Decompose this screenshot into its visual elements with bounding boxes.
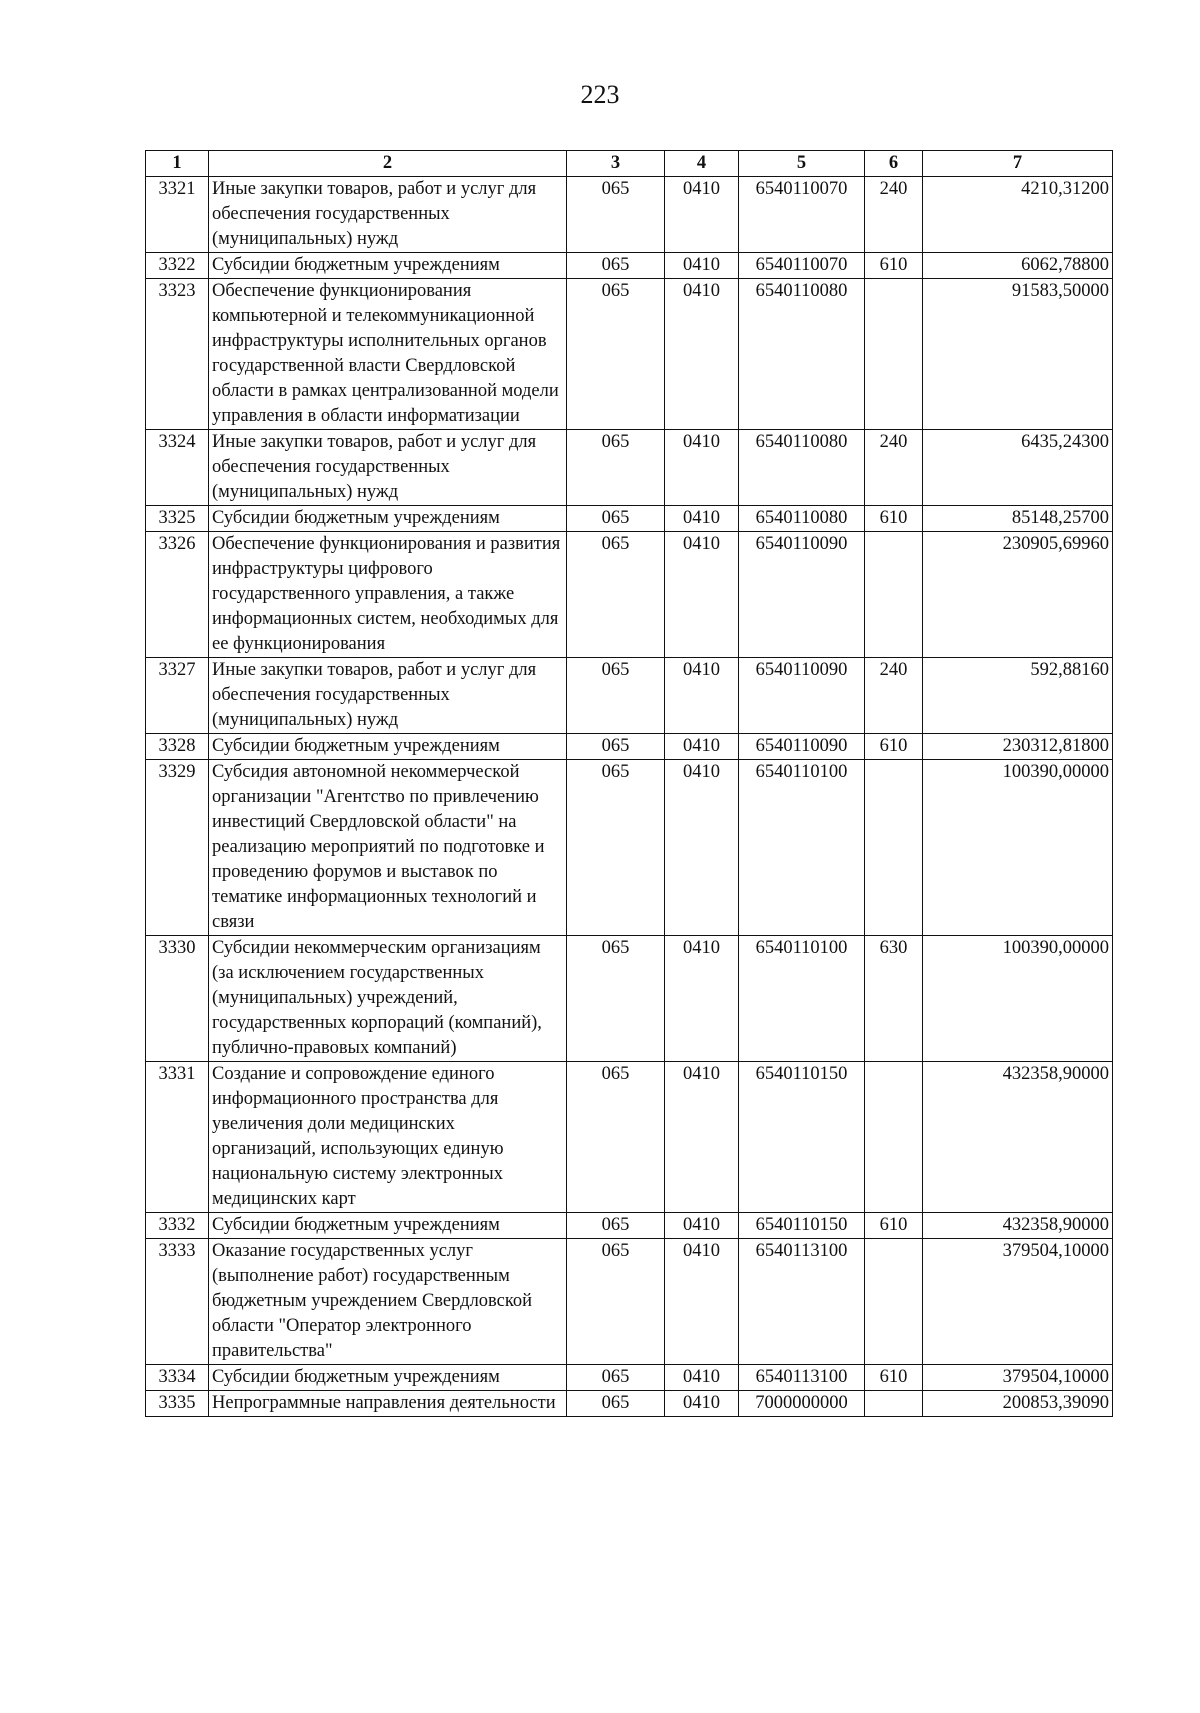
- page-number: 223: [580, 80, 620, 109]
- row-code-5-cell: 6540110100: [739, 936, 865, 1062]
- row-code-4-cell: 0410: [665, 658, 739, 734]
- row-code-6-cell: 610: [865, 1213, 923, 1239]
- header-cell-2: 2: [209, 151, 567, 177]
- row-code-6-cell: 240: [865, 658, 923, 734]
- row-code-4-cell: 0410: [665, 1213, 739, 1239]
- table-row: [146, 936, 1113, 1062]
- row-name-cell: Субсидии бюджетным учреждениям: [209, 506, 567, 532]
- row-code-6-cell: [865, 1062, 923, 1213]
- row-code-6-cell: 610: [865, 506, 923, 532]
- row-code-3-cell: 065: [567, 1239, 665, 1365]
- header-cell-6: 6: [865, 151, 923, 177]
- row-name-cell: Субсидии бюджетным учреждениям: [209, 1213, 567, 1239]
- row-code-5-cell: 6540110070: [739, 253, 865, 279]
- header-row: [146, 151, 1113, 177]
- row-code-6-cell: 240: [865, 177, 923, 253]
- row-code-4-cell: 0410: [665, 177, 739, 253]
- table-row: [146, 1213, 1113, 1239]
- row-code-3-cell: 065: [567, 734, 665, 760]
- row-code-5-cell: 6540110080: [739, 506, 865, 532]
- table-row: [146, 430, 1113, 506]
- row-number-cell: 3323: [146, 279, 209, 430]
- row-code-5-cell: 6540110080: [739, 279, 865, 430]
- row-code-4-cell: 0410: [665, 253, 739, 279]
- table-row: [146, 658, 1113, 734]
- row-name-cell: Обеспечение функционирования и развития инфраструктуры цифрового государственного управления, а также информационных систем, необходимых для ее функционирования: [209, 532, 567, 658]
- row-name-cell: Оказание государственных услуг (выполнение работ) государственным бюджетным учреждением Свердловской области "Оператор электронного правительства": [209, 1239, 567, 1365]
- table-row: [146, 734, 1113, 760]
- row-code-3-cell: 065: [567, 253, 665, 279]
- row-code-3-cell: 065: [567, 1213, 665, 1239]
- row-name-cell: Обеспечение функционирования компьютерной и телекоммуникационной инфраструктуры исполнительных органов государственной власти Свердловской области в рамках централизованной модели управления в области информатизации: [209, 279, 567, 430]
- row-code-6-cell: [865, 1391, 923, 1417]
- table-row: [146, 1391, 1113, 1417]
- row-code-6-cell: 630: [865, 936, 923, 1062]
- row-code-5-cell: 6540110090: [739, 658, 865, 734]
- header-cell-7: 7: [923, 151, 1113, 177]
- row-code-5-cell: 6540110070: [739, 177, 865, 253]
- row-code-3-cell: 065: [567, 177, 665, 253]
- row-code-4-cell: 0410: [665, 1239, 739, 1365]
- row-code-3-cell: 065: [567, 1062, 665, 1213]
- row-code-6-cell: [865, 760, 923, 936]
- row-number-cell: 3335: [146, 1391, 209, 1417]
- row-name-cell: Иные закупки товаров, работ и услуг для обеспечения государственных (муниципальных) нужд: [209, 658, 567, 734]
- row-code-4-cell: 0410: [665, 1365, 739, 1391]
- row-name-cell: Создание и сопровождение единого информационного пространства для увеличения доли медицинских организаций, использующих единую национальную систему электронных медицинских карт: [209, 1062, 567, 1213]
- row-sum-cell: 432358,90000: [923, 1213, 1113, 1239]
- row-name-cell: Субсидии бюджетным учреждениям: [209, 734, 567, 760]
- table-row: [146, 506, 1113, 532]
- row-name-cell: Субсидии некоммерческим организациям (за исключением государственных (муниципальных) учреждений, государственных корпораций (компаний), публично-правовых компаний): [209, 936, 567, 1062]
- row-sum-cell: 379504,10000: [923, 1365, 1113, 1391]
- row-number-cell: 3330: [146, 936, 209, 1062]
- row-code-3-cell: 065: [567, 1391, 665, 1417]
- row-number-cell: 3322: [146, 253, 209, 279]
- row-sum-cell: 6435,24300: [923, 430, 1113, 506]
- row-code-6-cell: [865, 532, 923, 658]
- row-code-6-cell: 610: [865, 253, 923, 279]
- header-cell-5: 5: [739, 151, 865, 177]
- row-code-4-cell: 0410: [665, 1062, 739, 1213]
- table-row: [146, 1239, 1113, 1365]
- row-number-cell: 3326: [146, 532, 209, 658]
- row-code-6-cell: 610: [865, 734, 923, 760]
- row-code-3-cell: 065: [567, 1365, 665, 1391]
- row-sum-cell: 4210,31200: [923, 177, 1113, 253]
- row-number-cell: 3332: [146, 1213, 209, 1239]
- row-code-4-cell: 0410: [665, 734, 739, 760]
- table-row: [146, 177, 1113, 253]
- row-code-6-cell: [865, 1239, 923, 1365]
- row-sum-cell: 592,88160: [923, 658, 1113, 734]
- row-code-5-cell: 6540110150: [739, 1213, 865, 1239]
- row-number-cell: 3329: [146, 760, 209, 936]
- row-number-cell: 3325: [146, 506, 209, 532]
- table-row: [146, 532, 1113, 658]
- table-row: [146, 279, 1113, 430]
- row-code-3-cell: 065: [567, 936, 665, 1062]
- header-cell-4: 4: [665, 151, 739, 177]
- row-sum-cell: 6062,78800: [923, 253, 1113, 279]
- row-code-6-cell: [865, 279, 923, 430]
- row-number-cell: 3328: [146, 734, 209, 760]
- row-number-cell: 3324: [146, 430, 209, 506]
- row-code-5-cell: 6540110090: [739, 734, 865, 760]
- row-code-4-cell: 0410: [665, 430, 739, 506]
- row-code-6-cell: 610: [865, 1365, 923, 1391]
- row-code-3-cell: 065: [567, 658, 665, 734]
- header-cell-1: 1: [146, 151, 209, 177]
- row-code-6-cell: 240: [865, 430, 923, 506]
- table-row: [146, 253, 1113, 279]
- row-sum-cell: 100390,00000: [923, 760, 1113, 936]
- row-code-4-cell: 0410: [665, 760, 739, 936]
- row-code-3-cell: 065: [567, 430, 665, 506]
- row-sum-cell: 100390,00000: [923, 936, 1113, 1062]
- row-sum-cell: 85148,25700: [923, 506, 1113, 532]
- row-sum-cell: 379504,10000: [923, 1239, 1113, 1365]
- row-code-5-cell: 6540110100: [739, 760, 865, 936]
- row-code-3-cell: 065: [567, 279, 665, 430]
- row-code-4-cell: 0410: [665, 279, 739, 430]
- row-sum-cell: 200853,39090: [923, 1391, 1113, 1417]
- row-number-cell: 3321: [146, 177, 209, 253]
- table-row: [146, 1062, 1113, 1213]
- row-sum-cell: 230905,69960: [923, 532, 1113, 658]
- row-code-4-cell: 0410: [665, 1391, 739, 1417]
- header-cell-3: 3: [567, 151, 665, 177]
- row-code-4-cell: 0410: [665, 506, 739, 532]
- row-code-5-cell: 6540110090: [739, 532, 865, 658]
- row-code-5-cell: 6540113100: [739, 1365, 865, 1391]
- row-number-cell: 3331: [146, 1062, 209, 1213]
- row-name-cell: Субсидии бюджетным учреждениям: [209, 253, 567, 279]
- row-code-4-cell: 0410: [665, 532, 739, 658]
- row-code-3-cell: 065: [567, 760, 665, 936]
- row-name-cell: Субсидия автономной некоммерческой организации "Агентство по привлечению инвестиций Свердловской области" на реализацию мероприятий по подготовке и проведению форумов и выставок по тематике информационных технологий и связи: [209, 760, 567, 936]
- row-name-cell: Иные закупки товаров, работ и услуг для обеспечения государственных (муниципальных) нужд: [209, 430, 567, 506]
- row-code-5-cell: 6540110150: [739, 1062, 865, 1213]
- row-number-cell: 3333: [146, 1239, 209, 1365]
- row-number-cell: 3334: [146, 1365, 209, 1391]
- row-name-cell: Непрограммные направления деятельности: [209, 1391, 567, 1417]
- row-name-cell: Субсидии бюджетным учреждениям: [209, 1365, 567, 1391]
- row-sum-cell: 91583,50000: [923, 279, 1113, 430]
- row-code-3-cell: 065: [567, 506, 665, 532]
- budget-table: [145, 150, 1113, 1417]
- row-code-5-cell: 6540113100: [739, 1239, 865, 1365]
- row-sum-cell: 432358,90000: [923, 1062, 1113, 1213]
- row-code-4-cell: 0410: [665, 936, 739, 1062]
- row-number-cell: 3327: [146, 658, 209, 734]
- row-name-cell: Иные закупки товаров, работ и услуг для обеспечения государственных (муниципальных) нужд: [209, 177, 567, 253]
- row-sum-cell: 230312,81800: [923, 734, 1113, 760]
- row-code-5-cell: 6540110080: [739, 430, 865, 506]
- table-row: [146, 760, 1113, 936]
- table-row: [146, 1365, 1113, 1391]
- row-code-3-cell: 065: [567, 532, 665, 658]
- row-code-5-cell: 7000000000: [739, 1391, 865, 1417]
